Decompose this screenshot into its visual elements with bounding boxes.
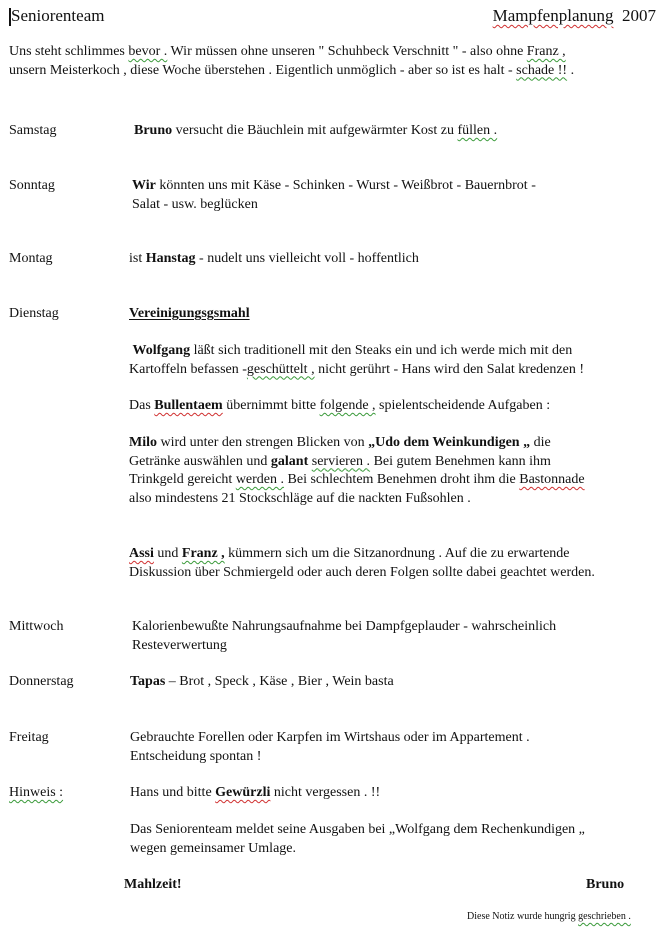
day-text-freitag: Gebrauchte Forellen oder Karpfen im Wirtshaus oder im Appartement . Entscheidung spontan ! <box>130 730 530 764</box>
dienstag-paragraph-2: Das Bullentaem übernimmt bitte folgende , spielentscheidende Aufgaben : <box>129 398 551 413</box>
day-label-dienstag: Dienstag <box>9 306 59 321</box>
day-text-mittwoch: Kalorienbewußte Nahrungsaufnahme bei Dampfgeplauder - wahrscheinlich Resteverwertung <box>132 619 557 653</box>
day-text-sonntag: Wir könnten uns mit Käse - Schinken - Wurst - Weißbrot - Bauernbrot - Salat - usw. beglücken <box>132 178 536 212</box>
day-label-freitag: Freitag <box>9 730 49 745</box>
sign-off-left: Mahlzeit! <box>124 877 182 892</box>
hinweis-paragraph-2: Das Seniorenteam meldet seine Ausgaben bei „Wolfgang dem Rechenkundigen „ wegen gemeinsamer Umlage. <box>130 822 585 856</box>
dienstag-paragraph-4: Assi und Franz , kümmern sich um die Sitzanordnung . Auf die zu erwartende Diskussion über Schmiergeld oder auch deren Folgen sollte dabei geachtet werden. <box>129 546 595 580</box>
hinweis-label: Hinweis : <box>9 785 64 800</box>
day-label-mittwoch: Mittwoch <box>9 619 64 634</box>
title-word: Mampfenplanung <box>492 6 614 25</box>
day-label-montag: Montag <box>9 251 53 266</box>
day-label-sonntag: Sonntag <box>9 178 55 193</box>
day-label-samstag: Samstag <box>9 123 57 138</box>
hinweis-text: Hans und bitte Gewürzli nicht vergessen . !! <box>130 785 381 800</box>
document-title-left: Seniorenteam <box>11 6 105 25</box>
dienstag-paragraph-3: Milo wird unter den strengen Blicken von „Udo dem Weinkundigen „ die Getränke auswählen und galant servieren . Bei gutem Benehmen kann ihm Trinkgeld gereicht werden . Bei schlechtem Benehmen droht ihm die Bastonnade also mindestens 21 Stockschläge auf die nackten Fußsohlen . <box>129 435 585 506</box>
day-text-samstag: Bruno versucht die Bäuchlein mit aufgewärmter Kost zu füllen . <box>134 123 498 138</box>
day-text-montag: ist Hanstag - nudelt uns vielleicht voll - hoffentlich <box>129 251 419 266</box>
day-label-donnerstag: Donnerstag <box>9 674 74 689</box>
title-year: 2007 <box>622 6 656 25</box>
intro-line-2: unsern Meisterkoch , diese Woche überstehen . Eigentlich unmöglich - aber so ist es halt - schade !! . <box>9 62 575 78</box>
day-text-donnerstag: Tapas – Brot , Speck , Käse , Bier , Wein basta <box>130 674 394 689</box>
intro-line-1: Uns steht schlimmes bevor . Wir müssen ohne unseren " Schuhbeck Verschnitt " - also ohne Franz , <box>9 44 566 59</box>
footer-note: Diese Notiz wurde hungrig geschrieben . <box>467 911 631 922</box>
sign-off-right: Bruno <box>586 877 625 892</box>
intro-paragraph <box>9 43 574 80</box>
document-title-right <box>493 6 656 26</box>
dienstag-paragraph-1: Wolfgang läßt sich traditionell mit den Steaks ein und ich werde mich mit den Kartoffeln befassen -geschüttelt , nicht gerührt - Hans wird den Salat kredenzen ! <box>129 343 584 377</box>
dienstag-title: Vereinigungsgsmahl <box>129 306 250 321</box>
